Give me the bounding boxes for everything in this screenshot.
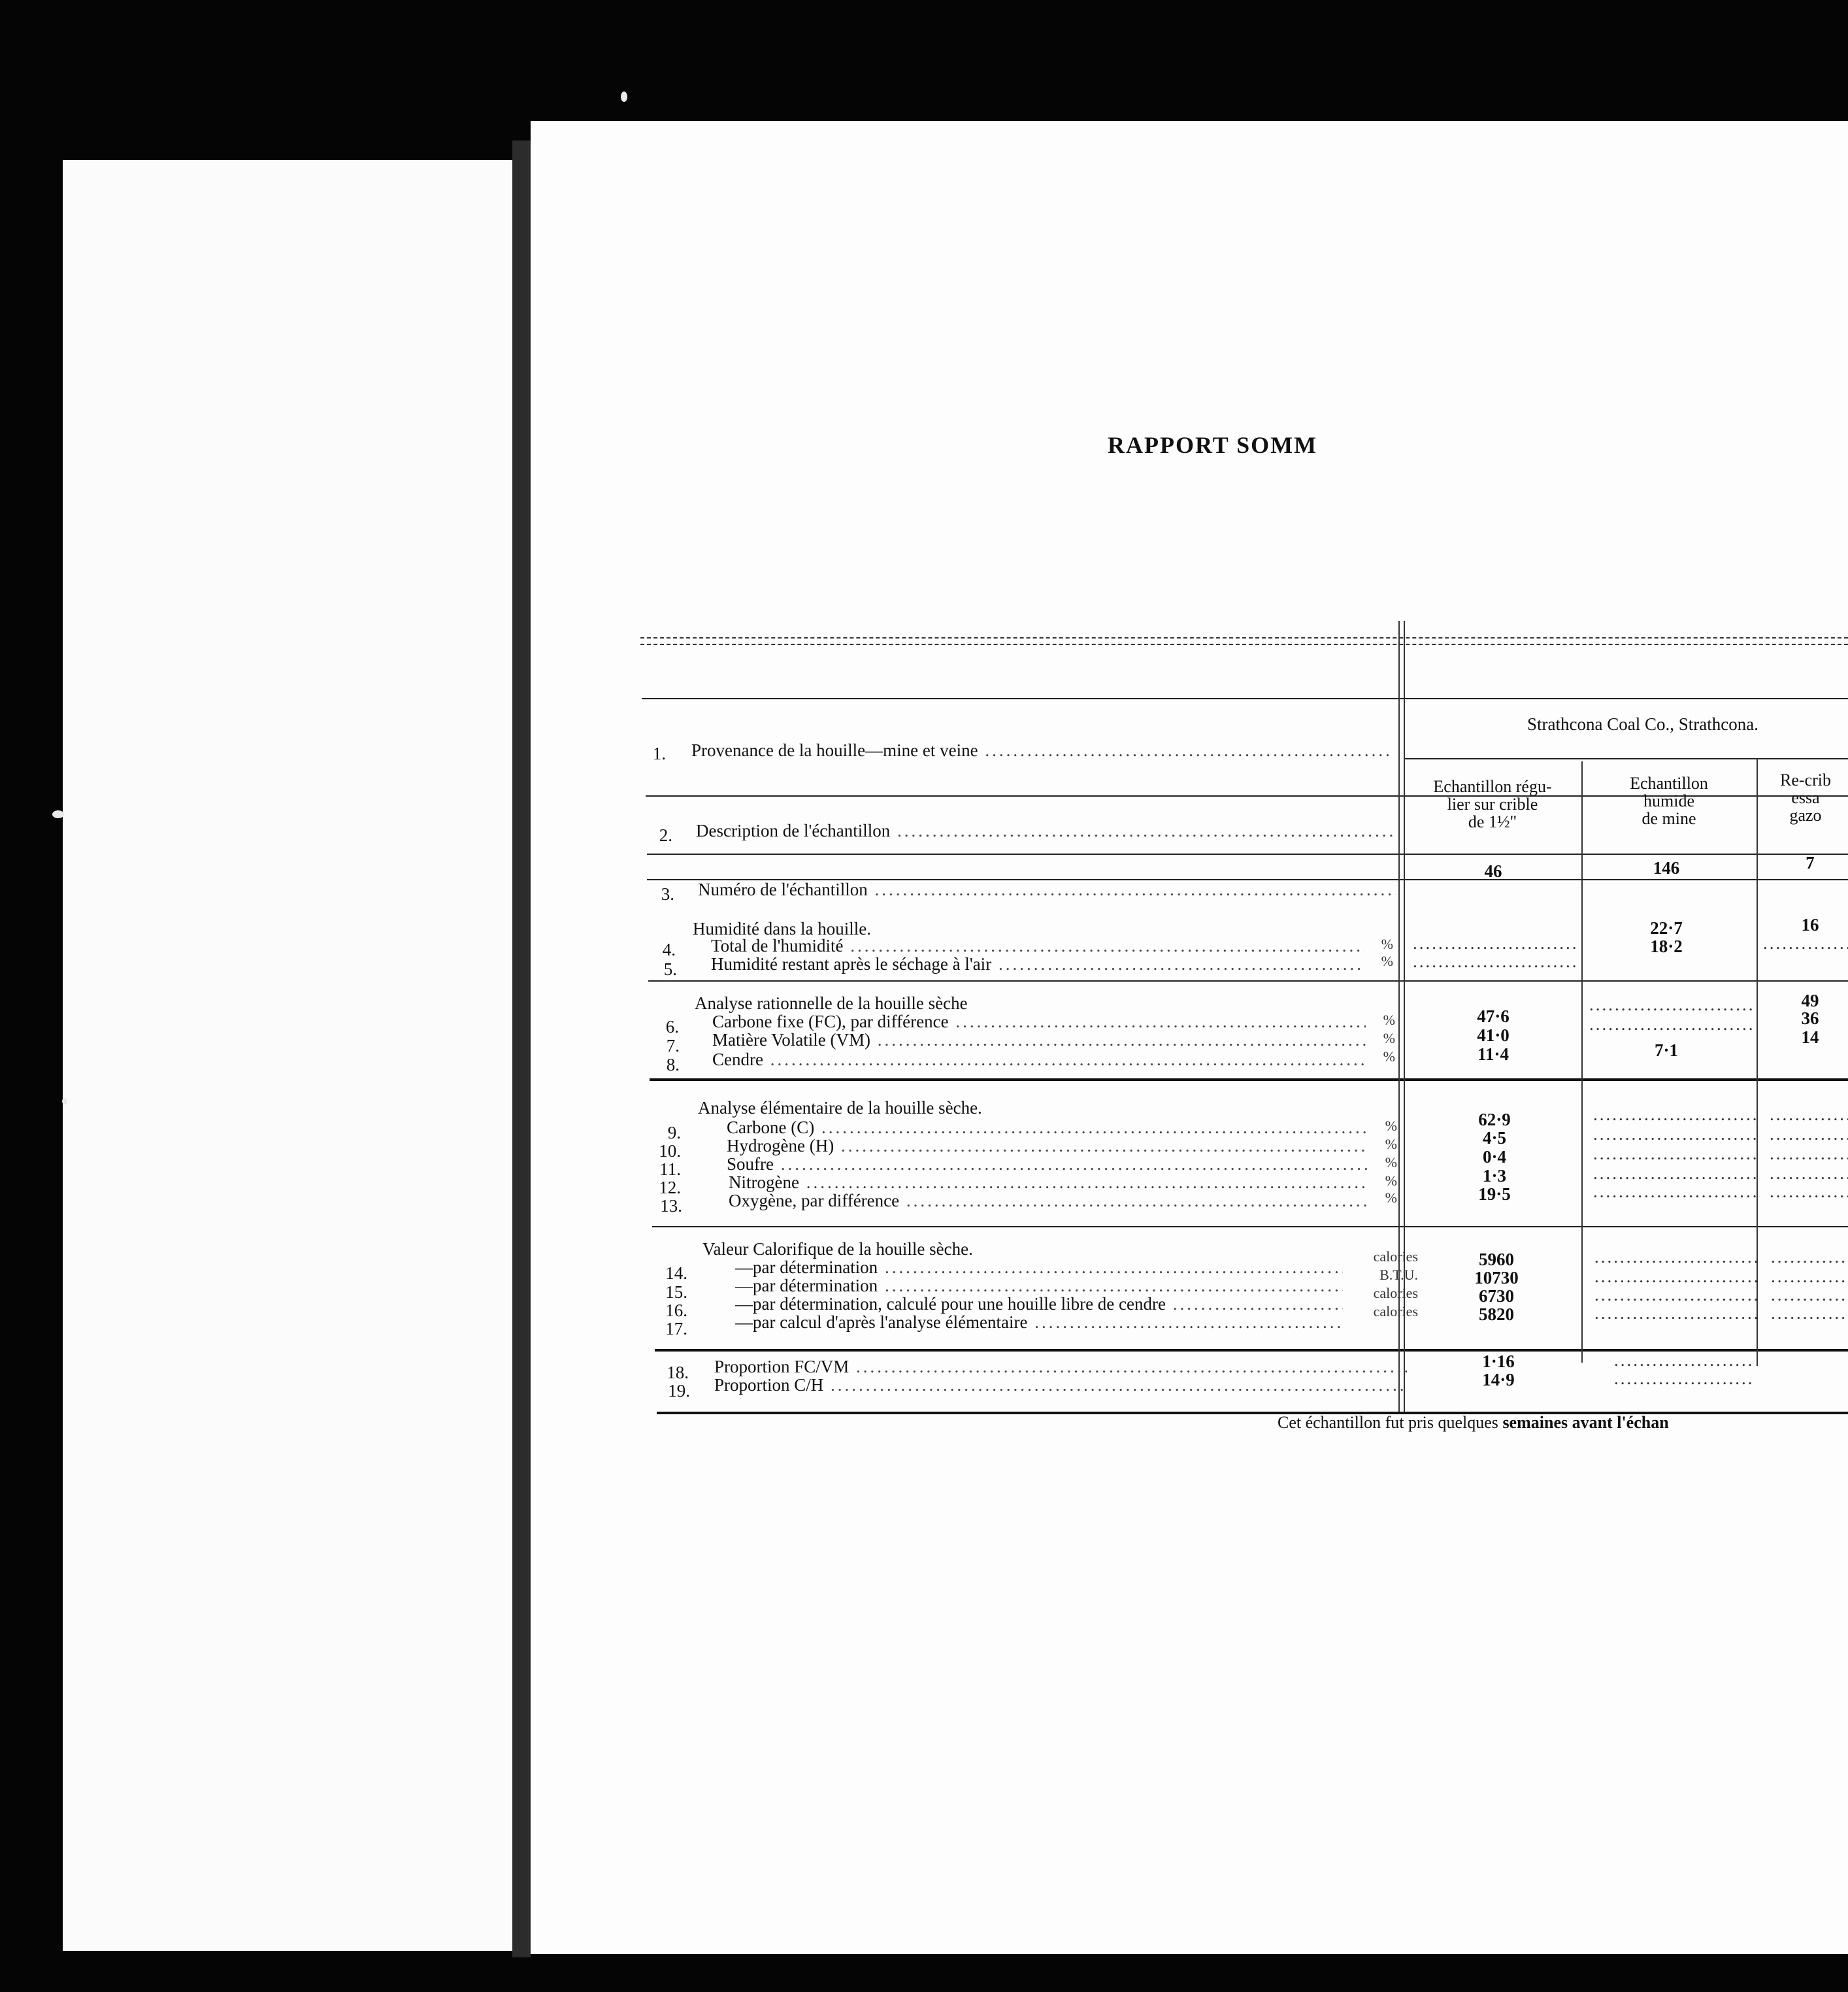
empty-cell [1594,1285,1758,1305]
unit: B.T.U. [1379,1267,1418,1283]
cell-value: 4·5 [1482,1128,1506,1148]
row-number: 13. [660,1196,682,1216]
cell-value: 5960 [1479,1250,1514,1269]
cell-value: 47·6 [1477,1006,1510,1026]
row-label: Soufre ..... [727,1154,1367,1174]
row-label: Carbone fixe (FC), par différence ..... [712,1012,1366,1032]
unit: % [1383,1048,1395,1065]
row-number: 10. [659,1141,681,1161]
empty-cell [1594,1267,1758,1287]
unit: % [1383,1030,1395,1046]
unit: % [1385,1136,1397,1152]
row-number: 6. [665,1017,679,1037]
row-rule [650,1078,1848,1081]
footnote-plain: Cet échantillon fut pris quelques [1278,1413,1498,1432]
row-number: 12. [659,1178,681,1197]
row-label: Carbone (C) ..... [727,1118,1367,1138]
empty-cell [1614,1350,1751,1370]
dust-speck [621,91,627,102]
row-number: 2. [659,825,672,845]
cell-value: 36 [1801,1008,1819,1028]
row-label: —par calcul d'après l'analyse élémentaire ..... [735,1312,1343,1333]
empty-cell [1594,1303,1758,1323]
row-number: 9. [667,1123,681,1142]
footnote [1278,1413,1669,1433]
cell-value: 18·2 [1650,937,1683,956]
row-number: 17. [665,1319,687,1338]
cell-value: 16 [1801,915,1819,935]
group-heading: Analyse rationnelle de la houille sèche [695,993,968,1013]
empty-cell [1594,1247,1758,1267]
unit: calories [1373,1303,1418,1320]
cell-value: 1·3 [1482,1166,1506,1186]
row-number: 1. [652,744,666,763]
group-heading: Analyse élémentaire de la houille sèche. [698,1098,982,1118]
page-heading: RAPPORT SOMM [1108,432,1318,458]
group-heading: Valeur Calorifique de la houille sèche. [702,1239,973,1259]
cell-value: 0·4 [1482,1147,1506,1167]
empty-cell [1771,1267,1848,1287]
empty-cell [1771,1285,1848,1305]
empty-cell [1770,1104,1848,1125]
cell-value: 5820 [1479,1304,1514,1324]
row-number: 5. [663,959,677,979]
column-header-2: Echantillon humide de mine [1630,774,1708,828]
empty-cell [1593,1124,1757,1144]
row-label: Oxygène, par différence ..... [729,1191,1368,1211]
sample-number-3: 7 [1806,853,1815,872]
empty-cell [1589,995,1753,1015]
header-rule [1405,758,1848,759]
row-label: —par détermination, calculé pour une houille libre de cendre ..... [735,1294,1343,1314]
empty-cell [1770,1163,1848,1184]
dust-speck [52,810,64,818]
group-heading: Humidité dans la houille. [693,919,871,938]
row-label: Cendre ..... [712,1050,1366,1070]
company-name: Strathcona Coal Co., Strathcona. [1527,714,1758,734]
cell-value: 22·7 [1650,918,1683,938]
cell-value: 41·0 [1477,1025,1510,1045]
row-label: —par détermination ..... [735,1257,1343,1278]
empty-cell [1593,1182,1757,1202]
unit: calories [1373,1285,1418,1301]
row-rule [642,698,1848,699]
unit: % [1385,1154,1397,1170]
cell-value: 62·9 [1478,1110,1511,1129]
row-label: Proportion FC/VM ..... [714,1357,1407,1377]
row-label: —par détermination ..... [735,1276,1343,1296]
empty-cell [1771,1303,1848,1323]
cell-value: 14·9 [1482,1370,1515,1389]
empty-cell [1770,1124,1848,1144]
row-number: 16. [665,1301,687,1320]
empty-cell [1593,1163,1757,1184]
row-number: 8. [666,1055,680,1074]
empty-cell [1763,933,1848,954]
row-label: Total de l'humidité ..... [711,936,1364,956]
empty-cell [1770,1144,1848,1164]
cell-value: 10730 [1474,1268,1519,1287]
empty-cell [1589,1014,1753,1035]
unit: % [1385,1172,1397,1189]
column-header-1: Echantillon régu- lier sur crible de 1½" [1433,777,1552,831]
row-label: Humidité restant après le séchage à l'air ..... [711,954,1364,974]
cell-value: 11·4 [1477,1044,1509,1064]
cell-value: 49 [1801,991,1819,1010]
row-number: 14. [665,1263,687,1283]
row-label: Matière Volatile (VM) ..... [712,1030,1366,1050]
column-header-3: Re-crib essa gazo [1780,771,1831,825]
cell-value: 7·1 [1654,1040,1678,1060]
row-number: 15. [665,1282,687,1302]
unit: % [1385,1118,1397,1134]
row-number: 3. [661,884,674,904]
unit: % [1385,1189,1397,1206]
unit: % [1381,936,1393,952]
empty-cell [1593,1144,1757,1164]
row-label: Proportion C/H ..... [714,1375,1407,1395]
footnote-bold: semaines avant l'échan [1502,1413,1669,1432]
empty-cell [1413,952,1576,972]
empty-cell [1770,1182,1848,1202]
empty-cell [1771,1247,1848,1267]
cell-value: 19·5 [1478,1184,1511,1204]
row-label: Hydrogène (H) ..... [727,1136,1367,1156]
row-rule [648,980,1848,982]
bottom-rule [657,1412,1848,1414]
empty-cell [1593,1104,1757,1125]
row-number: 4. [662,940,676,959]
unit: % [1383,1012,1395,1028]
row-number: 11. [659,1159,681,1179]
empty-cell [1413,933,1576,954]
sample-number-2: 146 [1653,858,1680,878]
book-gutter [512,141,531,1957]
row-label: Nitrogène ..... [729,1172,1368,1193]
dust-speck [62,1098,67,1104]
row-number: 7. [666,1036,680,1055]
row-label: Numéro de l'échantillon ..... [698,880,1396,900]
left-page [63,160,512,1951]
top-rule [640,637,1848,639]
empty-cell [1614,1369,1751,1389]
row-number: 19. [668,1381,690,1401]
unit: % [1381,953,1393,969]
row-number: 18. [667,1363,689,1382]
column-divider [1581,761,1583,1363]
row-rule [647,854,1848,855]
sample-number-1: 46 [1484,861,1502,881]
top-rule-2 [640,644,1848,645]
row-label: Description de l'échantillon ..... [696,821,1395,841]
row-label: Provenance de la houille—mine et veine ..... [691,740,1391,761]
unit: calories [1373,1248,1418,1265]
cell-value: 14 [1801,1027,1819,1047]
row-rule [652,1226,1848,1227]
cell-value: 6730 [1479,1286,1514,1306]
cell-value: 1·16 [1482,1352,1515,1371]
